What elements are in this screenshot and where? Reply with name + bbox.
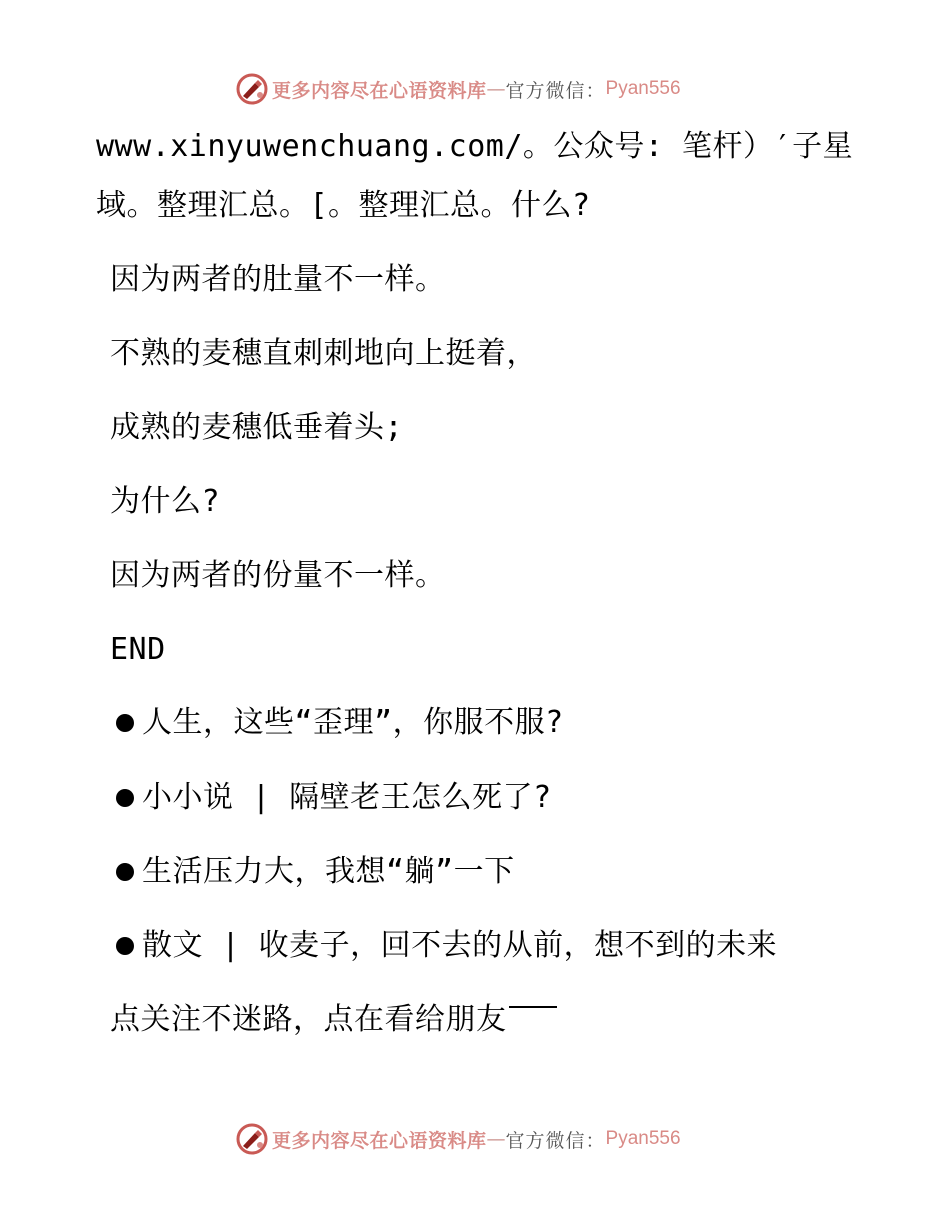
- end-marker: END: [110, 632, 166, 667]
- body-line-6: 为什么?: [110, 484, 221, 519]
- article-link-3[interactable]: [116, 852, 515, 892]
- body-line-7: 因为两者的份量不一样。: [110, 558, 446, 593]
- article-link-4[interactable]: [116, 926, 777, 966]
- banner-wechat-id: Pyan556: [605, 78, 681, 99]
- bullet-icon: [116, 714, 134, 732]
- bullet-icon: [116, 789, 134, 807]
- closing-text: 点关注不迷路，点在看给朋友: [110, 1002, 507, 1037]
- body-line-2: 域。整理汇总。[。整理汇总。什么?: [96, 188, 591, 223]
- article-link-2[interactable]: [116, 778, 552, 818]
- banner-main-text: 更多内容尽在心语资料库: [272, 1129, 487, 1152]
- overline-dash: [509, 1006, 557, 1008]
- banner-dash: —: [486, 1128, 506, 1150]
- body-line-1: www.xinyuwenchuang.com/。公众号: 笔杆）′子星: [96, 129, 854, 164]
- body-line-4: 不熟的麦穗直刺刺地向上挺着，: [110, 336, 537, 371]
- banner-wechat-id: Pyan556: [605, 1128, 681, 1149]
- bullet-icon: [116, 937, 134, 955]
- pen-logo-icon: [236, 1123, 268, 1155]
- article-link-label: 散文 | 收麦子，回不去的从前，想不到的未来: [142, 928, 778, 963]
- article-link-label: 生活压力大，我想“躺”一下: [142, 854, 515, 889]
- bullet-icon: [116, 863, 134, 881]
- body-line-3: 因为两者的肚量不一样。: [110, 262, 446, 297]
- article-link-1[interactable]: [116, 703, 564, 743]
- closing-line: [110, 1000, 557, 1040]
- banner-main-text: 更多内容尽在心语资料库: [272, 79, 487, 102]
- banner-wechat-label: 官方微信：: [505, 79, 606, 102]
- banner-wechat-label: 官方微信：: [505, 1129, 606, 1152]
- footer-banner: [236, 1122, 716, 1156]
- banner-dash: —: [486, 78, 506, 100]
- article-link-label: 小小说 | 隔壁老王怎么死了?: [142, 780, 552, 815]
- article-link-label: 人生，这些“歪理”，你服不服?: [142, 705, 564, 740]
- body-line-5: 成熟的麦穗低垂着头;: [110, 410, 404, 445]
